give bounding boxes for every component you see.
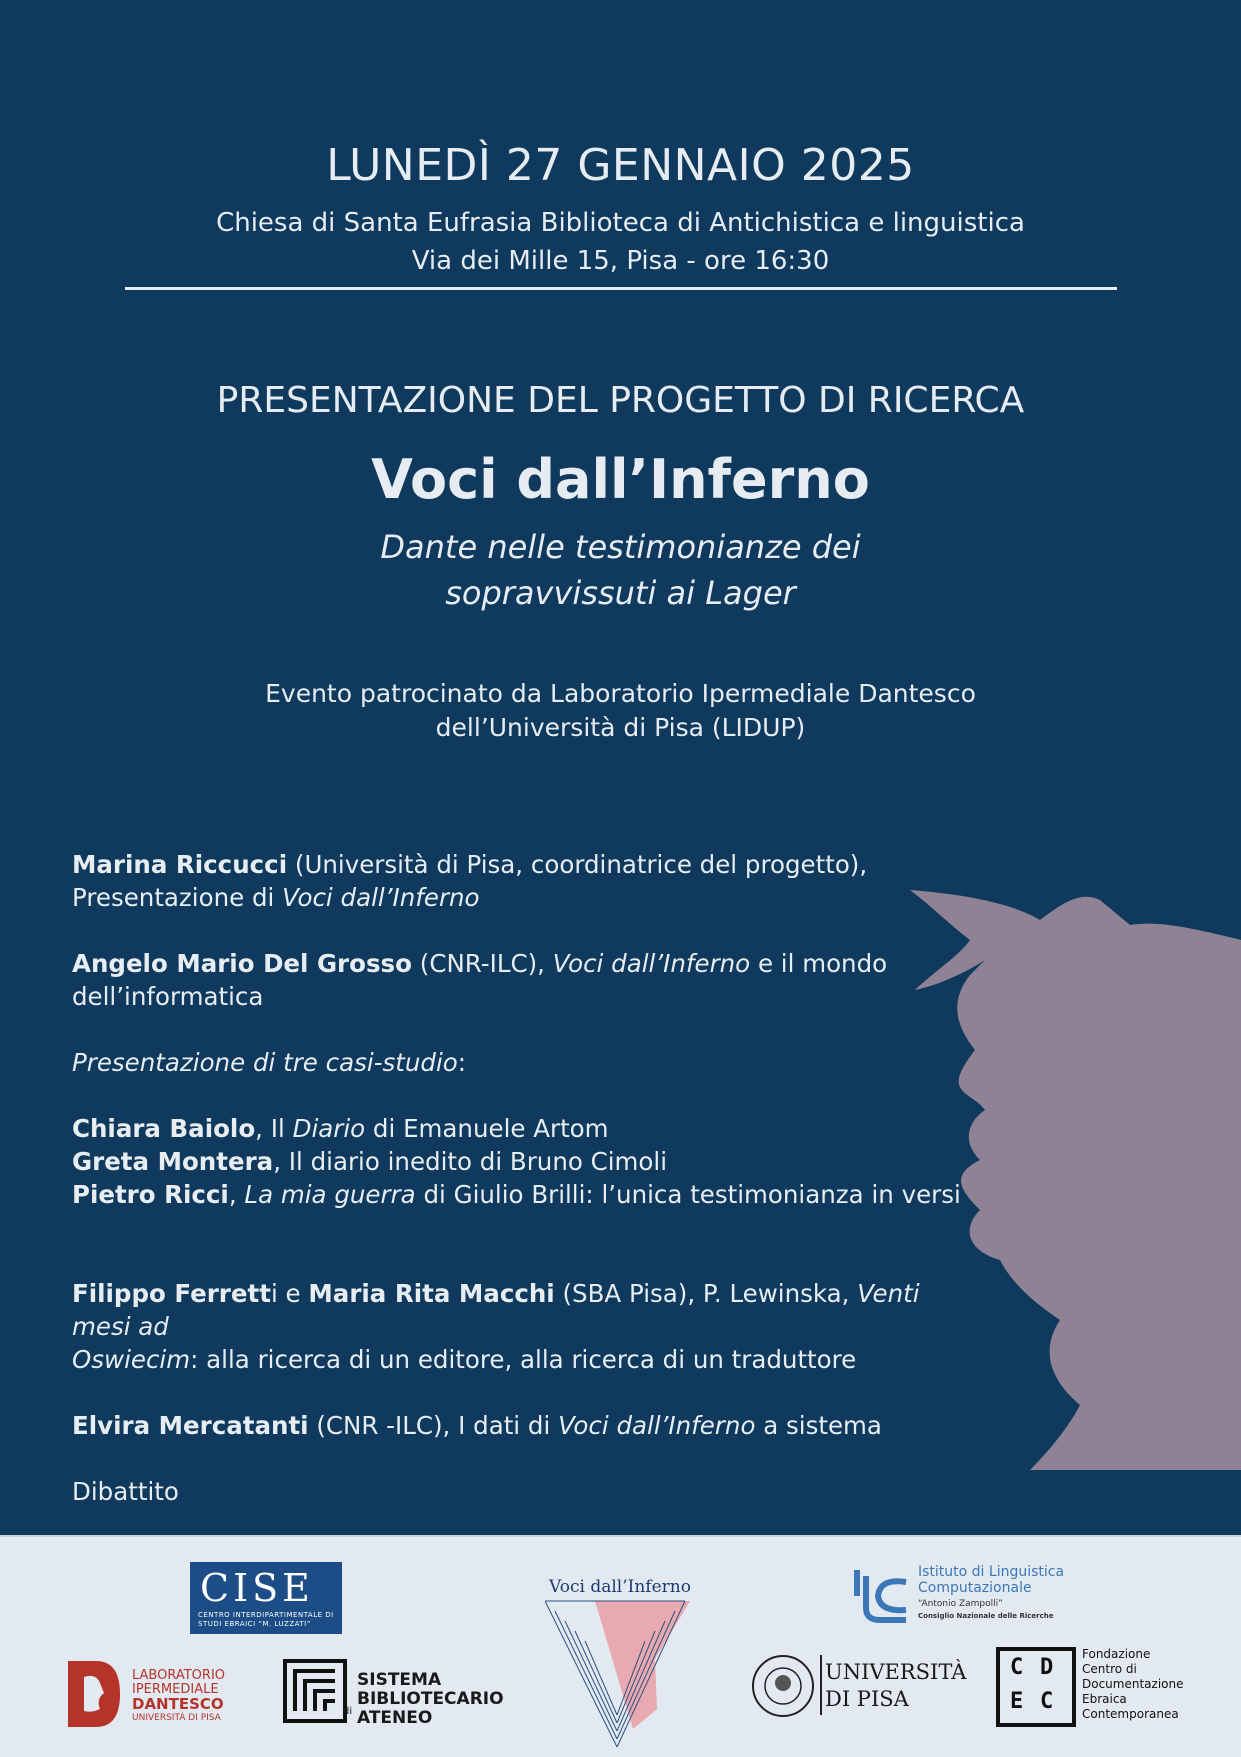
speaker-name: Marina Riccucci bbox=[72, 850, 288, 879]
closing: Dibattito bbox=[72, 1477, 179, 1506]
talk-3-line-2: Oswiecim: alla ricerca di un editore, alla ricerca di un traduttore bbox=[72, 1345, 857, 1374]
lidup-logo: LABORATORIO IPERMEDIALE DANTESCO UNIVERSITÀ DI PISA bbox=[66, 1659, 246, 1729]
dante-d-icon bbox=[66, 1659, 122, 1729]
talk-2-line-2: dell’informatica bbox=[72, 982, 264, 1011]
event-venue bbox=[0, 204, 1241, 280]
ilc-mark-icon bbox=[850, 1568, 910, 1628]
event-date: LUNEDÌ 27 GENNAIO 2025 bbox=[326, 140, 915, 191]
venue-line-2: Via dei Mille 15, Pisa - ore 16:30 bbox=[411, 246, 830, 276]
program bbox=[72, 848, 972, 1508]
patron-line-2: dell’Università di Pisa (LIDUP) bbox=[435, 713, 806, 742]
case-2: Greta Montera, Il diario inedito di Bruno Cimoli bbox=[72, 1147, 668, 1176]
unipi-seal-icon bbox=[750, 1653, 816, 1719]
patron-line-1: Evento patrocinato da Laboratorio Ipermediale Dantesco bbox=[265, 679, 976, 708]
speaker-name: Angelo Mario Del Grosso bbox=[72, 949, 412, 978]
speaker-name: Maria Rita Macchi bbox=[308, 1279, 555, 1308]
cise-logo: CISE CENTRO INTERDIPARTIMENTALE DI STUDI EBRAICI “M. LUZZATI” bbox=[190, 1562, 342, 1634]
talk-2: Angelo Mario Del Grosso (CNR-ILC), Voci dall’Inferno e il mondo bbox=[72, 949, 888, 978]
speaker-name: Chiara Baiolo bbox=[72, 1114, 256, 1143]
case-1: Chiara Baiolo, Il Diario di Emanuele Artom bbox=[72, 1114, 609, 1143]
event-subtitle bbox=[0, 524, 1241, 616]
unipi-logo: UNIVERSITÀ DI PISA bbox=[750, 1649, 960, 1729]
talk-4: Elvira Mercatanti (CNR -ILC), I dati di Voci dall’Inferno a sistema bbox=[72, 1411, 882, 1440]
voci-dallinferno-logo: Voci dall’Inferno bbox=[545, 1577, 695, 1747]
sponsor-footer bbox=[0, 1535, 1241, 1757]
talk-1: Marina Riccucci (Università di Pisa, coordinatrice del progetto), bbox=[72, 850, 868, 879]
event-title: Voci dall’Inferno bbox=[371, 448, 870, 511]
sba-mark-icon bbox=[283, 1659, 347, 1723]
cdec-mark: C D E C bbox=[996, 1647, 1076, 1727]
case-3: Pietro Ricci, La mia guerra di Giulio Brilli: l’unica testimonianza in versi bbox=[72, 1180, 961, 1209]
divider bbox=[125, 287, 1117, 290]
speaker-name: Filippo Ferrett bbox=[72, 1279, 271, 1308]
dante-triangle-icon bbox=[545, 1599, 695, 1749]
sba-logo: di SISTEMA BIBLIOTECARIO ATENEO bbox=[283, 1659, 503, 1729]
cdec-logo: C D E C Fondazione Centro di Documentazione Ebraica Contemporanea bbox=[996, 1647, 1196, 1729]
venue-line-1: Chiesa di Santa Eufrasia Biblioteca di Antichistica e linguistica bbox=[216, 208, 1025, 238]
event-kicker: PRESENTAZIONE DEL PROGETTO DI RICERCA bbox=[216, 380, 1025, 421]
subtitle-line-1: Dante nelle testimonianze dei bbox=[380, 528, 861, 566]
subtitle-line-2: sopravvissuti ai Lager bbox=[445, 574, 796, 612]
speaker-name: Greta Montera bbox=[72, 1147, 274, 1176]
ilc-logo: Istituto di Linguistica Computazionale “Antonio Zampolli” Consiglio Nazionale delle Ricerche bbox=[850, 1562, 1070, 1632]
event-patron bbox=[0, 677, 1241, 745]
talk-3: Filippo Ferretti e Maria Rita Macchi (SBA Pisa), P. Lewinska, Venti mesi ad bbox=[72, 1279, 920, 1341]
speaker-name: Elvira Mercatanti bbox=[72, 1411, 309, 1440]
speaker-name: Pietro Ricci bbox=[72, 1180, 229, 1209]
cases-intro: Presentazione di tre casi-studio: bbox=[72, 1048, 467, 1077]
talk-1-title: Presentazione di Voci dall’Inferno bbox=[72, 883, 480, 912]
